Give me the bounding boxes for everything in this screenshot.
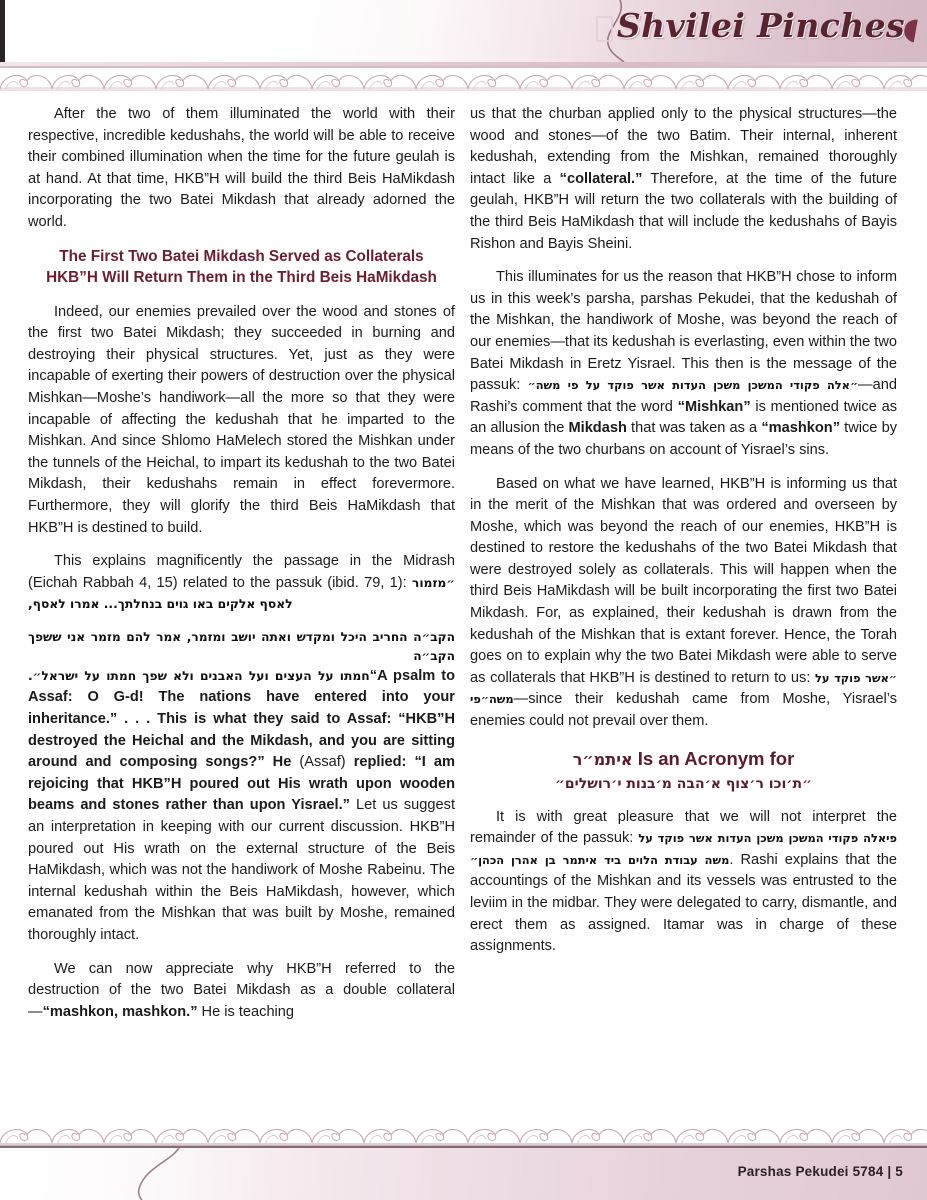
passuk-text-e: twice by means of the two churbans on account of Yisrael’s sins. [470,420,897,458]
mashkon-bold-term: “mashkon” [761,420,841,437]
midrash-translation-part-a: “A psalm to Assaf: O G-d! The nations have entered into your inheritance.” . . . This is what they said to Assaf: “HKB”H destroyed the Heichal and the Mikdash, and you are sitting around and composing songs?” He [28,667,455,771]
paragraph-passuk [470,267,897,461]
publication-title: Shvilei Pinches [616,6,905,45]
ornamental-band-bottom [0,1125,927,1147]
paragraph-rashi [470,807,897,958]
restoration-text-b: —since their kedushah came from Moshe, Yisrael’s enemies could not prevail over them. [470,691,897,730]
midrash-translation-paren: (Assaf) [299,754,346,771]
page-content [0,104,927,1114]
hebrew-quote-line-1: ״מזמור לאסף אלקים באו גוים בנחלתך... אמרו לאסף, [28,575,455,612]
restoration-text-a: Based on what we have learned, HKB”H is informing us that in the merit of the Mishkan that was ordered and overseen by Moshe, which was beyond the reach of our enemies, HKB”H is destined to restore the kedushahs of the two Batei Mikdash that were destroyed solely as collaterals. This will happen when the third Beis HaMikdash will be built incorporating the first two Batei Mikdash. For, as explained, their kedushah is drawn from the kedushah of the Mishkan that is extant forever. Hence, the Torah goes on to explain why the two Batei Mikdash were able to serve as collaterals that HKB”H is destined to return to us: [470,475,897,686]
ornamental-band-top [0,69,927,91]
paragraph: After the two of them illuminated the world with their respective, incredible kedushahs, the world will be able to receive their combined illumination when the time for the future geulah is at hand. At that time, HKB”H will build the third Beis HaMikdash incorporating the two Batei Mikdash that already adorned the world. [28,106,455,230]
acronym-heading-line-1 [470,747,897,772]
passuk-text-d: that was taken as a [626,420,762,437]
hebrew-passuk: ״אלה פקודי המשכן משכן העדות אשר פוקד על פי משה״ [527,378,859,393]
collateral-bold-term: “collateral.” [559,170,643,187]
collateral-text-a: We can now appreciate why HKB”H referred to the destruction of the two Batei Mikdash as a double collateral— [28,960,455,1020]
collateral-text-b: He is teaching [197,1003,295,1020]
paragraph-midrash-translation [28,666,455,947]
midrash-translation-part-b: replied: “I am rejoicing that HKB”H poured out His wrath upon wooden beams and stones rather than upon Yisrael.” [28,754,455,814]
mishkan-bold-term: “Mishkan” [677,398,751,415]
continuation-text-a: us that the churban applied only to the physical structures—the wood and stones—of the two Batim. Their internal, inherent kedushah, extending from the Mishkan, remained thoroughly intact like a [470,106,897,187]
midrash-commentary-tail: Let us suggest an interpretation in keeping with our current discussion. HKB”H poured out His wrath on the external structure of the Beis HaMikdash, which was not the handiwork of Moshe Rabeinu. The internal kedushah within the Beis HaMikdash, however, which emanated from the Mishkan that was built by Moshe, remained thoroughly intact. [28,797,456,943]
passuk-text-a: This illuminates for us the reason that HKB”H chose to inform us in this week’s parsha, parshas Pekudei, that the kedushah of the Mishkan, the handiwork of Moshe, was beyond the reach of our enemies—that its kedushah is everlasting, even within the two Batei Mikdash in Eretz Yisrael. This then is the message of the passuk: [470,269,897,394]
collateral-bold-term: “mashkon, mashkon.” [42,1003,198,1020]
paragraph-midrash [28,551,455,616]
continuation-text-b: Therefore, at the time of the future geulah, HKB”H will return the two collaterals with the building of the third Beis HaMikdash that will include the kedushahs of Bayis Rishon and Bayis Sheini. [470,170,898,252]
hebrew-passuk-fragment-2: משה״ [480,692,514,707]
section-heading-line-2: HKB”H Will Return Them in the Third Beis HaMikdash [46,268,437,286]
hebrew-passuk-remainder-1: אלה פקודי המשכן משכן העדות אשר פוקד על [638,831,887,846]
footer-parsha-label: Parshas Pekudei 5784 | 5 [737,1164,903,1179]
paragraph: Indeed, our enemies prevailed over the wood and stones of the first two Batei Mikdash; they succeeded in burning and destroying their physical structures. Yet, just as they were incapable of exerting their powers of destruction over the physical Mishkan—Moshe’s handiwork—all the more so that they were incapable of affecting the kedushah that he imparted to the Mishkan. And since Shlomo HaMelech stored the Mishkan under the tunnels of the Heichal, to impart its kedushah to the two Batei Mikdash, their kedushahs remain in effect forevermore. Furthermore, they will glorify the third Beis HaMikdash that HKB”H is destined to build. [28,303,455,536]
acronym-hebrew-word: איתמ״ר [572,749,633,769]
acronym-section-heading [470,747,897,795]
right-column [470,104,897,970]
rashi-text-a: It is with great pleasure that we will not interpret the remainder of the passuk: [470,808,897,847]
passuk-text-c: is mentioned twice as an allusion the [470,398,897,437]
acronym-heading-english: Is an Acronym for [637,747,795,769]
hebrew-quote-line-3: חמתו על העצים ועל האבנים ולא שפך חמתו על ישראל״. [28,668,370,683]
paragraph-collateral [28,959,455,1024]
header-rule-lower [0,66,927,68]
flourish-icon: ◖ [900,9,923,48]
acronym-heading-line-2: ״ת׳וכו ר׳צוף א׳הבה מ׳בנות י׳רושלים״ [554,775,813,792]
book-emblem-icon [596,16,613,42]
hebrew-quote-line-2: הקב״ה החריב היכל ומקדש ואתה יושב ומזמר, אמר להם מזמר אני ששפך הקב״ה [28,629,455,663]
midrash-intro-text: This explains magnificently the passage in the Midrash (Eichah Rabbah 4, 15) related to the passuk (ibid. 79, 1): [28,553,455,591]
paragraph-continuation [470,104,897,255]
passuk-text-b: —and Rashi’s comment that the word [470,377,897,415]
hebrew-passuk-fragment-1: ״אשר פוקד על פי [470,670,897,707]
rashi-text-b: . Rashi explains that the accountings of the Mishkan and its vessels was entrusted to the leviim in the midbar. They were delegated to carry, dismantle, and erect them as assigned. Itamar was in charge of these assignments. [470,851,897,955]
footer-swoosh-decoration [100,1146,260,1200]
page-footer [0,1146,927,1200]
section-heading [28,246,455,288]
paragraph-restoration [470,474,897,733]
header-left-accent-bar [0,0,5,62]
left-column [28,104,455,1035]
section-heading-line-1: The First Two Batei Mikdash Served as Collaterals [59,247,424,265]
hebrew-passuk-remainder-2: פי משה עבודת הלוים ביד איתמר בן אהרן הכהן״ [470,831,898,867]
mikdash-bold-term: Mikdash [568,420,627,437]
